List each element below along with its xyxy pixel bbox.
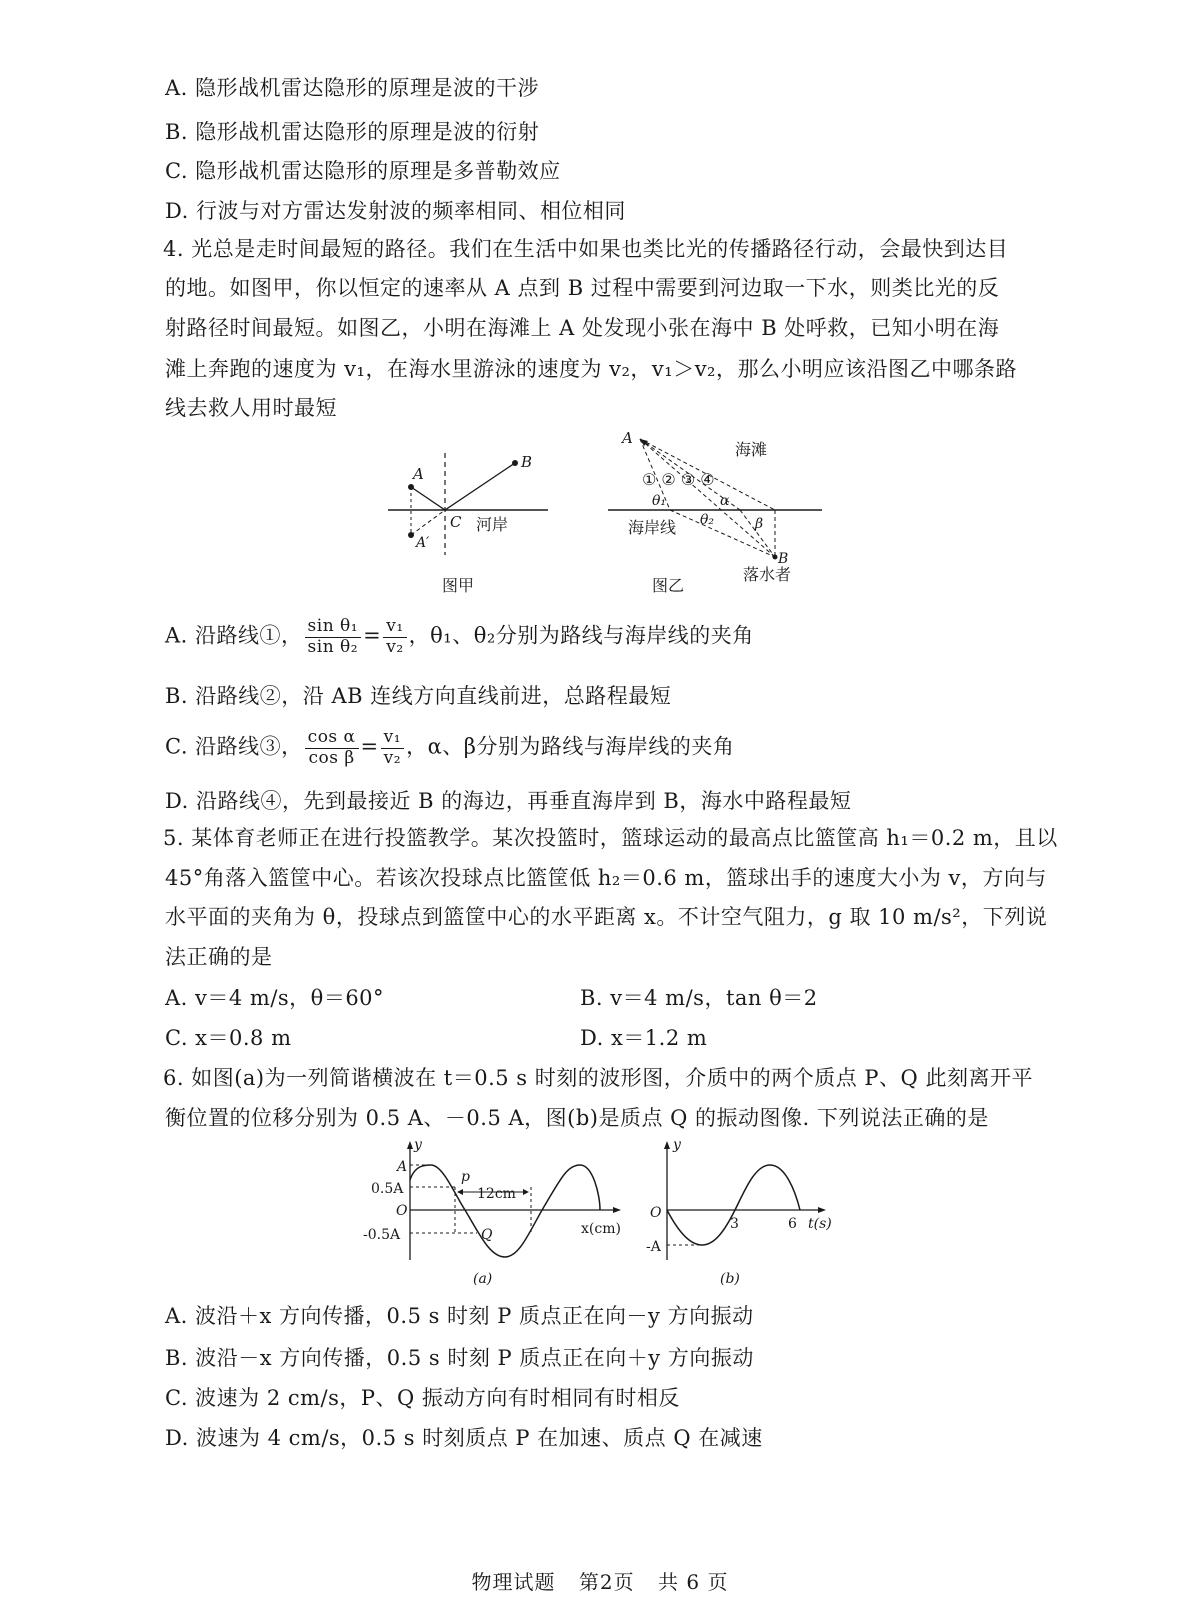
dist-arrow-right [523,1189,529,1195]
frac-denominator: v₂ [383,747,402,768]
q5-option-b: B. v＝4 m/s，tan θ＝2 [580,986,818,1010]
label-b: B [521,453,533,471]
q4-option-c [165,728,734,768]
label-beach: 海滩 [735,440,768,459]
caption-yi: 图乙 [652,576,685,595]
caption-a: (a) [473,1271,493,1287]
label-theta1: θ₁ [652,493,667,509]
figure-b-vibration [640,1135,850,1290]
equals-sign: = [360,734,379,759]
label-origin: O [396,1203,408,1219]
q4-option-d: D. 沿路线④，先到最接近 B 的海边，再垂直海岸到 B，海水中路程最短 [165,789,852,813]
q4-line-2: 的地。如图甲，你以恒定的速率从 A 点到 B 过程中需要到河边取一下水，则类比光的反 [165,276,1000,300]
tick-3: 3 [730,1216,739,1232]
point-a-prime [408,532,414,538]
label-y: y [414,1137,422,1153]
label-c: C [450,513,462,531]
frac-numerator: v₁ [383,617,406,638]
q3-option-c: C. 隐形战机雷达隐形的原理是多普勒效应 [165,159,561,183]
label-beta: β [755,516,764,532]
t-axis-arrow [818,1207,826,1213]
label-theta2: θ₂ [700,512,715,528]
label-neg-a: -A [646,1239,661,1255]
label-river-bank: 河岸 [476,515,509,534]
q4-option-b: B. 沿路线②，沿 AB 连线方向直线前进，总路程最短 [165,684,672,708]
q4-option-a-prefix: A. 沿路线①， [165,623,303,648]
q4-option-c-velocity-fraction [381,728,404,768]
figure-a-wave [355,1135,645,1290]
point-b [512,460,518,466]
q5-option-a: A. v＝4 m/s，θ＝60° [165,986,385,1010]
q3-option-b: B. 隐形战机雷达隐形的原理是波的衍射 [165,120,540,144]
q4-option-a-velocity-fraction [383,617,406,657]
label-swimmer: 落水者 [743,565,792,584]
q4-line-5: 线去救人用时最短 [165,396,337,420]
label-q: Q [481,1227,493,1243]
q5-option-c: C. x＝0.8 m [165,1026,292,1050]
figure-yi [600,425,830,605]
frac-numerator: v₁ [381,728,404,749]
q4-line-3: 射路径时间最短。如图乙，小明在海滩上 A 处发现小张在海中 B 处呼救，已知小明在海 [165,316,1000,340]
label-x-axis: x(cm) [581,1221,621,1237]
wave-curve [410,1165,600,1257]
q6-line-2: 衡位置的位移分别为 0.5 A、－0.5 A，图(b)是质点 Q 的振动图像. 下列说法正确的是 [165,1106,989,1130]
label-t-axis: t(s) [808,1216,832,1232]
q5-line-3: 水平面的夹角为 θ，投球点到篮筐中心的水平距离 x。不计空气阻力，g 取 10 m/s²，下列说 [165,905,1048,929]
label-b: B [778,551,789,567]
q3-option-d: D. 行波与对方雷达发射波的频率相同、相位相同 [165,199,626,223]
ray-aprime-to-c [411,510,445,535]
q4-option-a-suffix: ，θ₁、θ₂分别为路线与海岸线的夹角 [408,623,754,648]
q4-line-1: 4. 光总是走时间最短的路径。我们在生活中如果也类比光的传播路径行动，会最快到达目 [163,237,1009,261]
q6-option-d: D. 波速为 4 cm/s，0.5 s 时刻质点 P 在加速、质点 Q 在减速 [165,1426,763,1450]
q3-option-a: A. 隐形战机雷达隐形的原理是波的干涉 [165,76,540,100]
dist-arrow-left [457,1189,463,1195]
label-p: p [461,1169,470,1185]
label-alpha: α [720,493,730,509]
q4-option-a [165,617,754,657]
point-a [408,484,414,490]
q6-option-c: C. 波速为 2 cm/s，P、Q 振动方向有时相同有时相反 [165,1386,680,1410]
caption-b: (b) [720,1271,740,1287]
q6-line-1: 6. 如图(a)为一列简谐横波在 t＝0.5 s 时刻的波形图，介质中的两个质点 P、Q 此刻离开平 [163,1066,1033,1090]
footer-page-number: 第2页 [578,1570,635,1594]
label-coastline: 海岸线 [628,518,677,537]
label-a: A [622,429,633,447]
route-labels: ① ② ③ ④ [642,470,715,489]
q4-line-4: 滩上奔跑的速度为 v₁，在海水里游泳的速度为 v₂，v₁＞v₂，那么小明应该沿图乙中哪条路 [165,357,1017,381]
q5-line-2: 45°角落入篮筐中心。若该次投球点比篮筐低 h₂＝0.6 m，篮球出手的速度大小为 v，方向与 [165,866,1047,890]
q4-option-c-fraction [305,728,359,768]
x-axis-arrow [613,1207,621,1213]
caption-jia: 图甲 [442,576,475,595]
frac-numerator: sin θ₁ [305,617,362,638]
label-a: A [413,465,424,483]
label-y: y [673,1137,681,1153]
y-axis-arrow [664,1141,670,1149]
ray-c-to-b [445,463,515,510]
label-half-a: 0.5A [371,1181,404,1197]
q4-option-c-prefix: C. 沿路线③， [165,734,303,759]
equals-sign: = [363,623,382,648]
label-a-prime: A′ [416,535,430,551]
q4-option-a-fraction [305,617,362,657]
label-distance: 12cm [477,1186,516,1202]
label-neg-half-a: -0.5A [363,1227,401,1243]
q5-line-1: 5. 某体育老师正在进行投篮教学。某次投篮时，篮球运动的最高点比篮筐高 h₁＝0.2 m，且以 [163,826,1058,850]
frac-numerator: cos α [305,728,359,749]
q6-option-a: A. 波沿＋x 方向传播，0.5 s 时刻 P 质点正在向－y 方向振动 [165,1304,754,1328]
tick-6: 6 [788,1216,797,1232]
figure-jia [380,445,560,605]
frac-denominator: sin θ₂ [307,636,359,657]
q6-option-b: B. 波沿－x 方向传播，0.5 s 时刻 P 质点正在向＋y 方向振动 [165,1346,754,1370]
footer-subject: 物理试题 [471,1570,556,1594]
page-footer [0,1566,1200,1595]
label-a: A [397,1159,408,1175]
frac-denominator: v₂ [386,636,404,657]
frac-denominator: cos β [308,747,355,768]
y-axis-arrow [407,1141,413,1149]
ray-a-to-c [411,487,445,510]
vibration-curve [667,1165,800,1245]
footer-total-pages: 共 6 页 [658,1570,729,1594]
label-origin: O [650,1205,662,1221]
q4-option-c-suffix: ，α、β分别为路线与海岸线的夹角 [406,734,735,759]
q5-line-4: 法正确的是 [165,945,273,969]
q5-option-d: D. x＝1.2 m [580,1026,708,1050]
point-b-swimmer [773,555,778,560]
